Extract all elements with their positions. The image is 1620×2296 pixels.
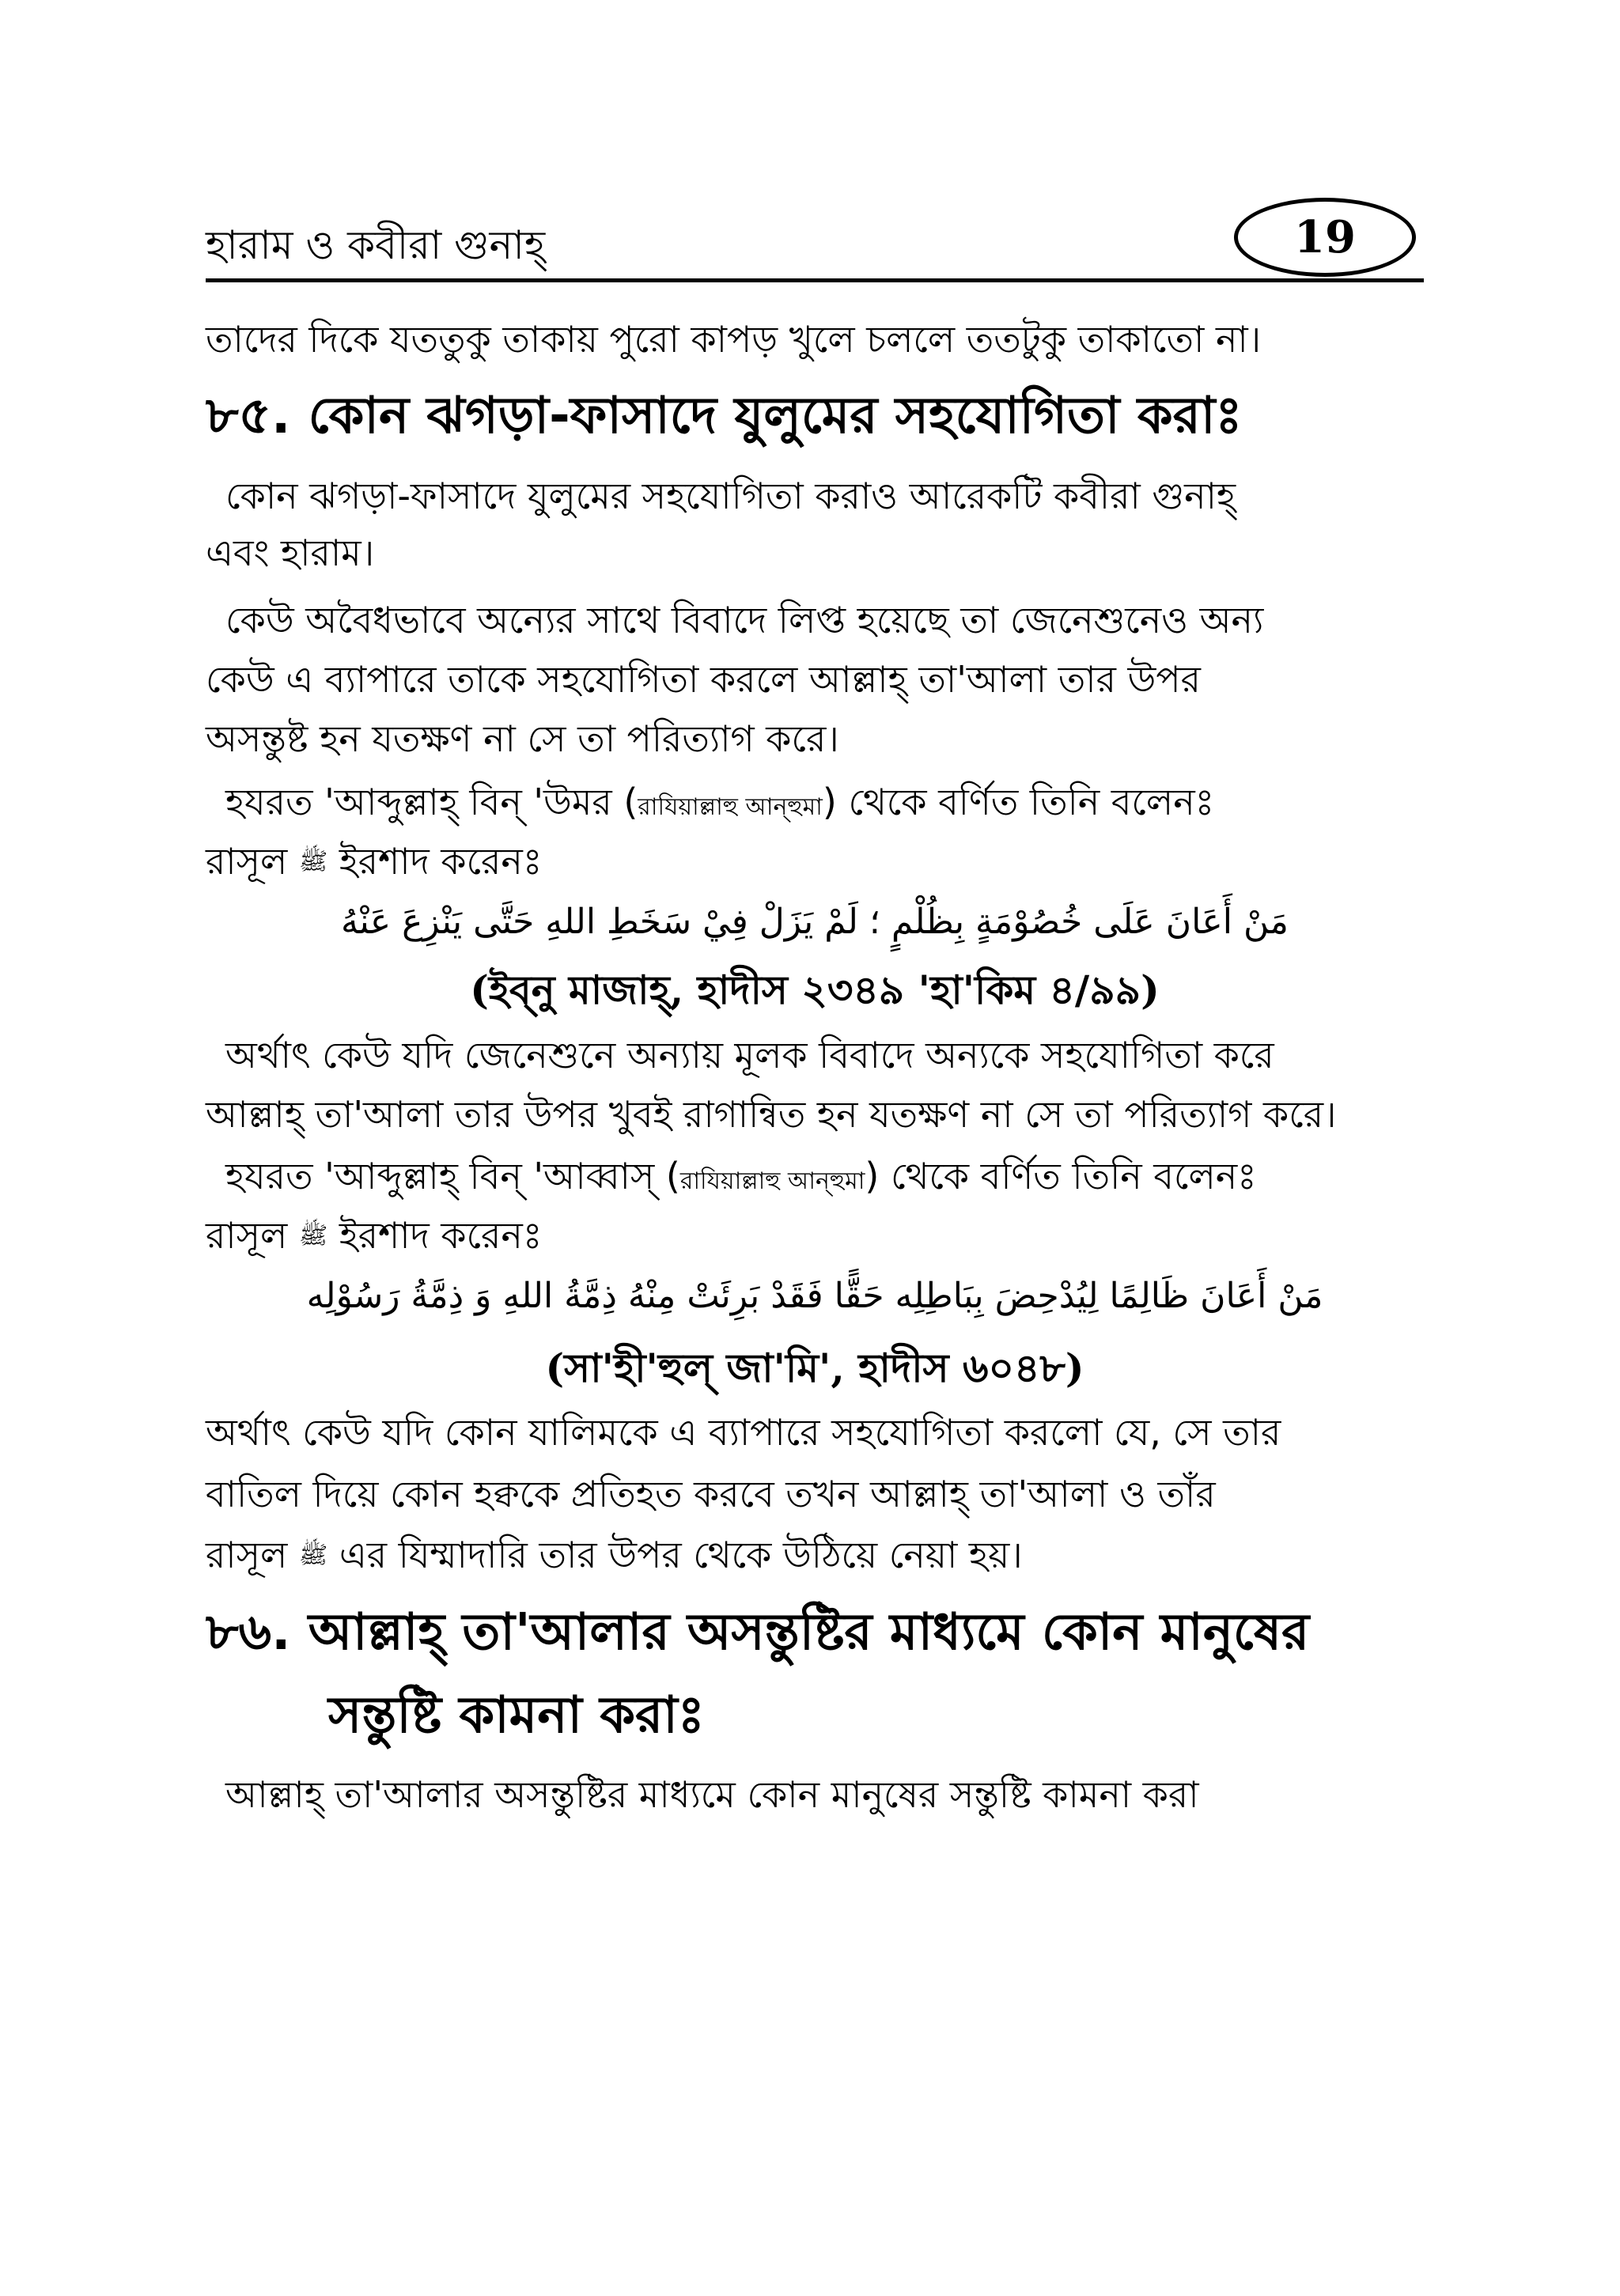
running-title: হারাম ও কবীরা গুনাহ্ [206,222,546,268]
arabic-hadith-1: مَنْ أَعَانَ عَلَى خُصُوْمَةٍ بِظُلْمٍ ؛ لَمْ يَزَلْ فِيْ سَخَطِ اللهِ حَتَّى يَنْزِعَ عَنْهُ [340,902,1289,942]
narration-line [206,1149,1424,1209]
rasul-word: রাসূল [206,1214,288,1257]
narration-tail: ) থেকে বর্ণিত তিনি বলেনঃ [865,1155,1257,1197]
hadith-reference-1: (ইব্নু মাজাহ্, হাদীস ২৩৪৯ 'হা'কিম ৪/৯৯) [470,966,1160,1013]
arabic-hadith-2: مَنْ أَعَانَ ظَالِمًا لِيُدْحِضَ بِبَاطِلِه حَقًّا فَقَدْ بَرِئَتْ مِنْهُ ذِمَّةُ اللهِ وَ ذِمَّةُ رَسُوْلِه [306,1276,1323,1316]
irshad-text: ইরশাদ করেনঃ [339,840,543,883]
text-line: কোন ঝগড়া-ফাসাদে যুলুমের সহযোগিতা করাও আরেকটি কবীরা গুনাহ্ [225,475,1236,517]
section-heading-85: ৮৫. কোন ঝগড়া-ফাসাদে যুলুমের সহযোগিতা করাঃ [206,387,1243,445]
irshad-text: ইরশাদ করেনঃ [339,1214,543,1257]
hadith-reference-2: (সা'হী'হুল্ জা'মি', হাদীস ৬০৪৮) [545,1345,1084,1391]
text-line: অর্থাৎ কেউ যদি জেনেশুনে অন্যায় মূলক বিবাদে অন্যকে সহযোগিতা করে [225,1034,1274,1076]
text-line: এবং হারাম। [206,531,375,574]
salawat-glyph-icon: ﷺ [298,1222,328,1250]
narration-line [206,775,1424,835]
text-line: কেউ এ ব্যাপারে তাকে সহযোগিতা করলে আল্লাহ্ তা'আলা তার উপর [206,658,1201,701]
narration-intro: হযরত 'আব্দুল্লাহ্ বিন্ 'উমর ( [225,781,638,823]
rasul-word: রাসূল [206,840,288,883]
salawat-glyph-icon: ﷺ [298,848,328,876]
section-heading-86: ৮৬. আল্লাহ্ তা'আলার অসন্তুষ্টির মাধ্যমে কোন মানুষের [206,1603,1310,1662]
text-line: অর্থাৎ কেউ যদি কোন যালিমকে এ ব্যাপারে সহযোগিতা করলো যে, সে তার [206,1411,1281,1454]
text-line [206,1528,1424,1588]
narration-intro: হযরত 'আব্দুল্লাহ্ বিন্ 'আব্বাস্ ( [225,1155,680,1197]
narration-tail: ) থেকে বর্ণিত তিনি বলেনঃ [822,781,1215,823]
salawat-glyph-icon: ﷺ [298,1541,328,1569]
text-tail: এর যিম্মাদারি তার উপর থেকে উঠিয়ে নেয়া হয়। [339,1534,1023,1576]
page-number: 19 [1234,198,1416,277]
text-line: আল্লাহ্ তা'আলার অসন্তুষ্টির মাধ্যমে কোন মানুষের সন্তুষ্টি কামনা করা [225,1773,1199,1816]
honorific: রাযিয়াল্লাহু আন্হুমা [679,1167,865,1195]
text-line: অসন্তুষ্ট হন যতক্ষণ না সে তা পরিত্যাগ করে। [206,717,839,760]
narration-line [206,834,1424,895]
honorific: রাযিয়াল্লাহু আন্হুমা [638,793,823,821]
text-line: বাতিল দিয়ে কোন হক্বকে প্রতিহত করবে তখন আল্লাহ্ তা'আলা ও তাঁর [206,1473,1216,1515]
page-header [206,198,1424,277]
section-heading-86-cont: সন্তুষ্টি কামনা করাঃ [328,1686,705,1745]
rasul-word: রাসূল [206,1534,288,1576]
text-line: কেউ অবৈধভাবে অন্যের সাথে বিবাদে লিপ্ত হয়েছে তা জেনেশুনেও অন্য [225,599,1264,641]
header-rule [206,278,1424,282]
text-line: তাদের দিকে যততুকু তাকায় পুরো কাপড় খুলে চললে ততটুকু তাকাতো না। [206,318,1262,361]
text-line: আল্লাহ্ তা'আলা তার উপর খুবই রাগান্বিত হন যতক্ষণ না সে তা পরিত্যাগ করে। [206,1093,1337,1136]
narration-line [206,1209,1424,1269]
